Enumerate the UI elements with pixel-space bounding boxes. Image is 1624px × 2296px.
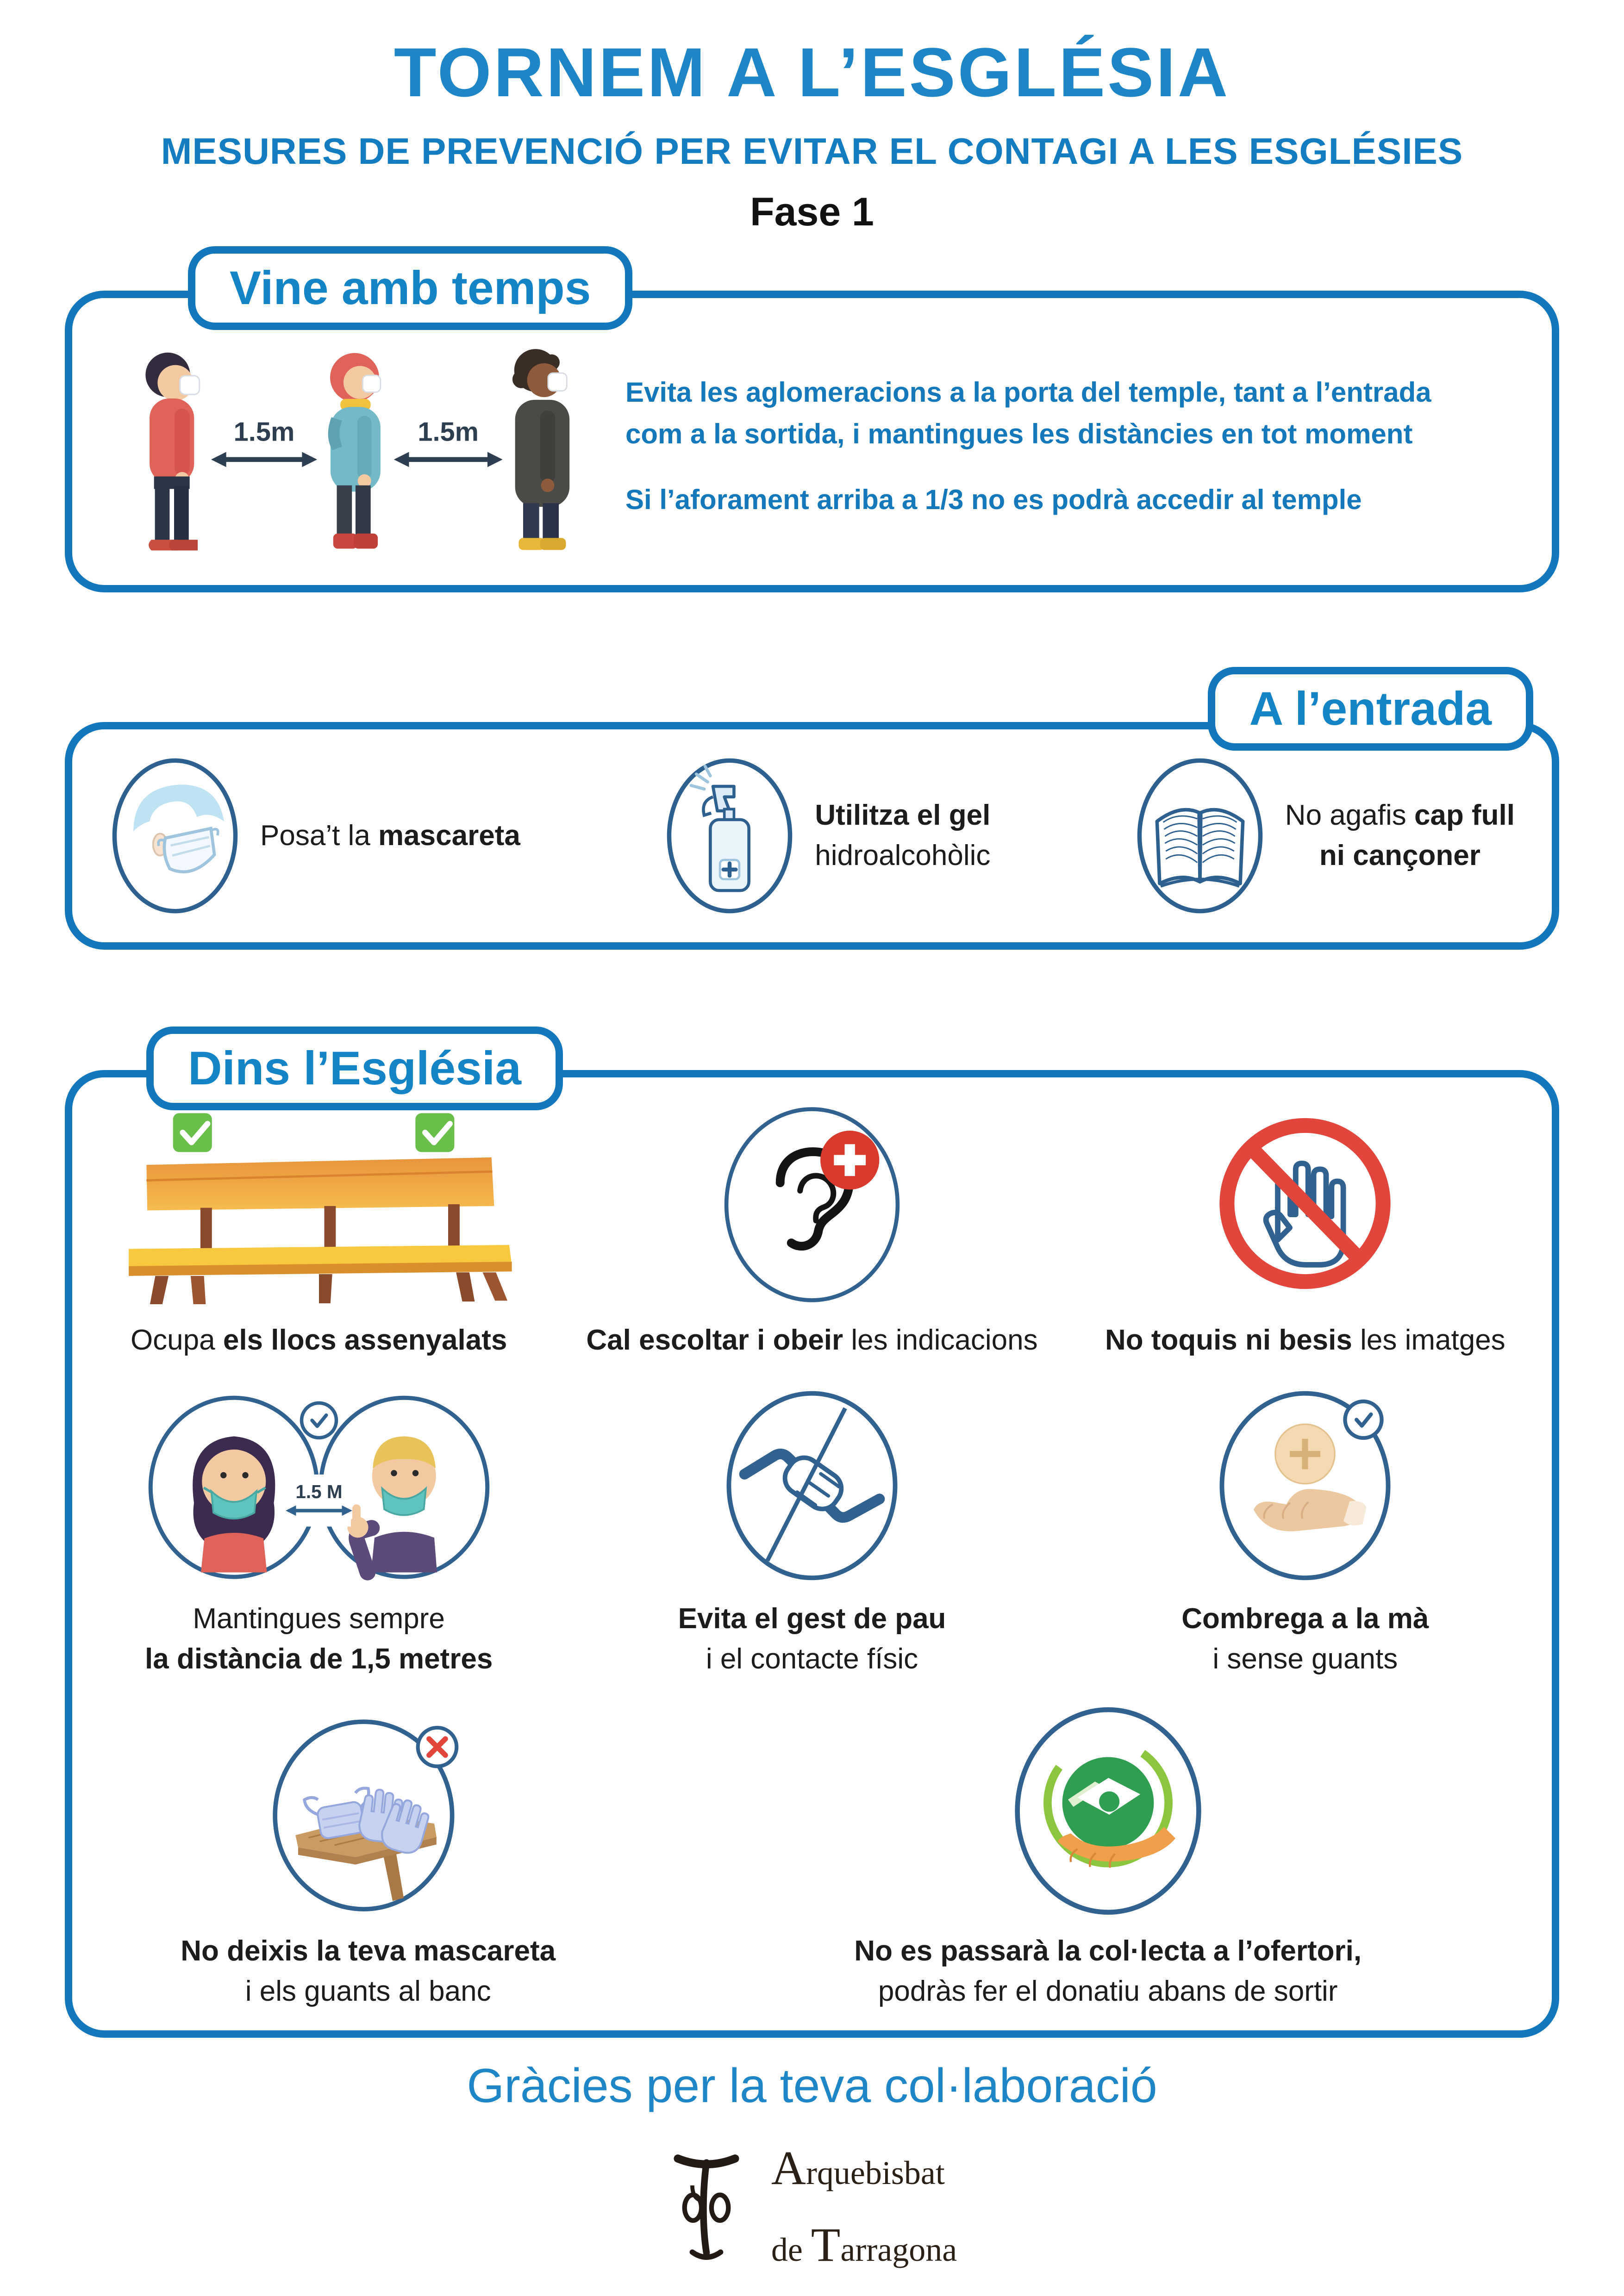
section-entrance-content: [72, 729, 1552, 942]
caption-bold: No es passarà la col·lecta a l’ofertori,: [854, 1935, 1362, 1967]
check-bubble-icon: [301, 1403, 336, 1437]
distance-arrow-left: [211, 417, 317, 467]
archdiocese-logo: [0, 2130, 1624, 2284]
archdiocese-name: [771, 2130, 957, 2284]
inside-item-collection: [664, 1707, 1552, 2012]
distance-label-right: 1.5m: [418, 417, 479, 447]
person-red-sweater-icon: [145, 353, 200, 551]
no-handshake-icon: [722, 1388, 902, 1583]
caption-bold: la distància de 1,5 metres: [145, 1643, 493, 1675]
phase-label: Fase 1: [750, 190, 874, 234]
listen-ear-icon: [720, 1105, 904, 1304]
distance-arrow-right: [394, 417, 503, 467]
caption-normal: i els guants al banc: [245, 1975, 491, 2008]
seats-caption: [131, 1320, 507, 1361]
section-come-early-text: [625, 372, 1431, 521]
check-icon: [415, 1113, 454, 1152]
logo-initial: T: [811, 2218, 841, 2272]
inside-item-bench-mask: [72, 1707, 664, 2012]
entrance-item-gel: [664, 755, 990, 917]
check-bubble-icon: [1345, 1401, 1382, 1438]
bench-items-caption: [181, 1931, 556, 2012]
caption-normal: i el contacte físic: [706, 1643, 918, 1675]
logo-initial: A: [771, 2141, 806, 2195]
communion-caption: [1181, 1599, 1429, 1680]
communion-hand-icon: [1215, 1388, 1395, 1583]
logo-text-pre: de: [771, 2231, 811, 2269]
section-entrance: [65, 682, 1559, 950]
inside-item-peace: [565, 1388, 1058, 1680]
thanks-message: Gràcies per la teva col·laboració: [467, 2059, 1157, 2113]
caption-bold: No deixis la teva mascareta: [181, 1935, 556, 1967]
inside-item-communion: [1059, 1388, 1552, 1680]
caption-bold: Utilitza el gel: [815, 799, 991, 832]
logo-text-rest: arragona: [840, 2231, 957, 2269]
come-early-paragraph-line1: Evita les aglomeracions a la porta del temple, tant a l’entrada: [625, 377, 1431, 408]
entrance-item-mask: [109, 755, 520, 917]
inside-row-3: [72, 1707, 1552, 2012]
page-subtitle: MESURES DE PREVENCIÓ PER EVITAR EL CONTAGI A LES ESGLÉSIES: [161, 131, 1463, 172]
caption-bold: Combrega a la mà: [1181, 1602, 1429, 1635]
songbook-icon: [1134, 755, 1266, 917]
inside-item-seats: [72, 1105, 565, 1361]
no-touch-hand-icon: [1212, 1105, 1398, 1304]
mask-gloves-bench-icon: [264, 1707, 472, 1915]
caption-bold: No toquis ni besis: [1105, 1324, 1352, 1356]
distance-label-left: 1.5m: [233, 417, 295, 447]
entrance-gel-caption: [815, 796, 990, 876]
inside-row-2: [72, 1388, 1552, 1680]
section-inside-label: Dins l’Església: [146, 1027, 563, 1110]
section-entrance-label: A l’entrada: [1208, 667, 1533, 751]
page-title: TORNEM A L’ESGLÉSIA: [394, 33, 1230, 111]
caption-normal: i sense guants: [1212, 1643, 1398, 1675]
inside-item-no-touch: [1059, 1105, 1552, 1361]
section-come-early-label: Vine amb temps: [188, 246, 632, 330]
caption-normal: hidroalcohòlic: [815, 840, 991, 871]
distance-arrow: [286, 1481, 352, 1516]
peace-caption: [678, 1599, 946, 1680]
queue-distance-illustration: [105, 326, 605, 566]
come-early-capacity-note: Si l’aforament arriba a 1/3 no es podrà accedir al temple: [625, 484, 1362, 515]
section-come-early-content: [72, 298, 1552, 585]
hand-gel-icon: [664, 755, 795, 917]
caption-normal: les imatges: [1352, 1324, 1505, 1356]
x-bubble-icon: [418, 1728, 457, 1767]
donation-hand-icon: [1012, 1707, 1204, 1915]
caption-normal: Ocupa: [130, 1324, 223, 1356]
caption-normal: les indicacions: [843, 1324, 1038, 1356]
caption-normal: Mantingues sempre: [193, 1602, 445, 1635]
inside-row-1: [72, 1105, 1552, 1361]
collection-caption: [854, 1931, 1362, 2012]
section-come-early: [65, 261, 1559, 592]
inside-item-listen: [565, 1105, 1058, 1361]
caption-bold: Evita el gest de pau: [678, 1602, 946, 1635]
caption-bold: mascareta: [378, 819, 520, 852]
logo-text-rest: rquebisbat: [806, 2154, 945, 2191]
come-early-paragraph-line2: com a la sortida, i mantingues les distàncies en tot moment: [625, 418, 1413, 449]
tau-cross-icon: [667, 2151, 746, 2262]
section-inside-church: [65, 1042, 1559, 2038]
caption-bold: ni cançoner: [1319, 840, 1480, 871]
entrance-mask-caption: [260, 816, 520, 856]
person-dark-coat-icon: [512, 349, 569, 550]
distance-badge: 1.5 M: [295, 1481, 343, 1502]
woman-mask-icon: [193, 1436, 275, 1572]
distance-caption: [145, 1599, 493, 1680]
person-teal-hoodie-icon: [328, 353, 381, 549]
entrance-book-caption: [1285, 796, 1515, 876]
marked-bench-icon: [120, 1105, 518, 1304]
keep-distance-icon: [143, 1388, 495, 1583]
caption-normal: No agafis: [1285, 799, 1414, 832]
no-touch-caption: [1105, 1320, 1505, 1361]
host-icon: [1275, 1424, 1335, 1483]
entrance-item-book: [1134, 755, 1515, 917]
caption-normal: Posa’t la: [260, 819, 379, 852]
header: [0, 0, 1624, 235]
caption-bold: Cal escoltar i obeir: [586, 1324, 843, 1356]
caption-bold: cap full: [1414, 799, 1515, 832]
face-mask-icon: [109, 755, 241, 917]
listen-caption: [586, 1320, 1037, 1361]
check-icon: [173, 1113, 212, 1152]
medical-cross-icon: [820, 1131, 879, 1189]
caption-bold: els llocs assenyalats: [223, 1324, 507, 1356]
inside-item-distance: [72, 1388, 565, 1680]
caption-normal: podràs fer el donatiu abans de sortir: [878, 1975, 1338, 2008]
